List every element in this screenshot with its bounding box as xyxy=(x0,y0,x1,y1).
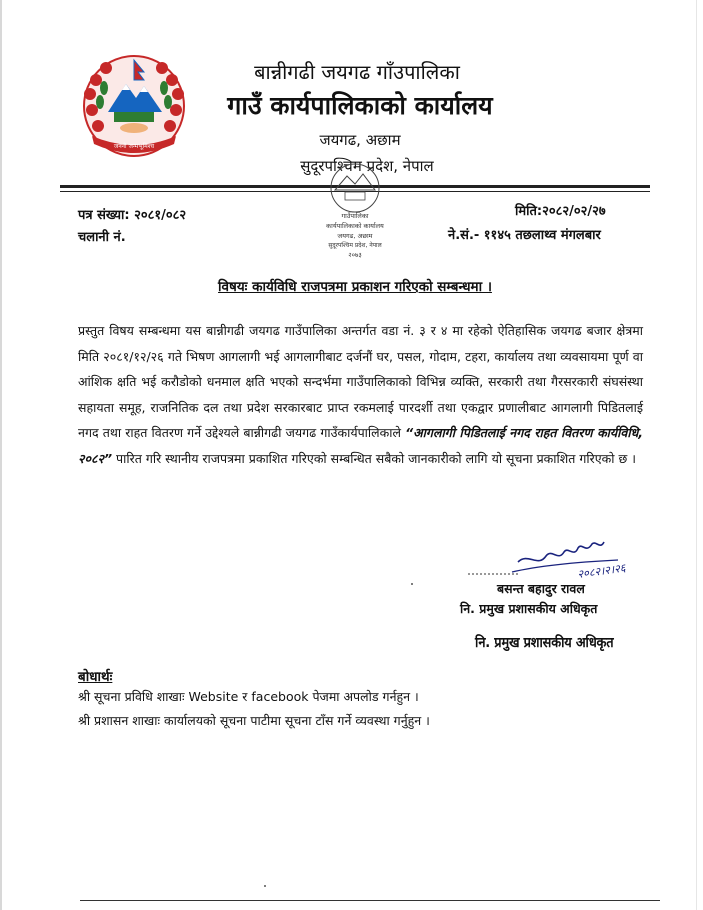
body-procedure-title: “आगलागी पिडितलाई नगद राहत वितरण कार्यविधि, २०८२” xyxy=(78,425,644,466)
office-seal-stamp xyxy=(305,158,405,263)
body-part-2: पारित गरि स्थानीय राजपत्रमा प्रकाशित गरिएको सम्बन्धित सबैको जानकारीको लागि यो सूचना प्रकाशित गरिएको छ । xyxy=(112,450,636,466)
signatory-title: नि. प्रमुख प्रशासकीय अधिकृत xyxy=(460,601,598,616)
seal-line-1: गाउँपालिका xyxy=(341,212,369,220)
footer-rule xyxy=(80,900,660,901)
dispatch-number: चलानी नं. xyxy=(78,230,126,245)
nepal-samvat-date: ने.सं.- ११४५ तछलाथ्व मंगलबार xyxy=(448,228,601,243)
handwritten-signature xyxy=(458,532,668,587)
signatory-name: बसन्त बहादुर रावल xyxy=(497,581,585,596)
body-part-1: प्रस्तुत विषय सम्बन्धमा यस बान्नीगढी जयगढ गाउँपालिका अन्तर्गत वडा नं. ३ र ४ मा रहेको ऐतिहासिक जयगढ बजार क्षेत्रमा मिति २०८१/१२/२६ गते भिषण आगलागी भई आगलागीबाट दर्जनौं घर, पसल, गोदाम, टहरा, कार्यालय तथा व्यवसायमा पूर्ण वा आंशिक क्षति भई करौडोको धनमाल क्षति भएको सन्दर्भमा गाउँपालिकाको विभिन्न व्यक्ति, सरकारी तथा गैरसरकारी संघसंस्था सहायता समूह, राजनितिक दल तथा प्रदेश सरकारबाट प्राप्त रकमलाई पारदर्शी तथा एकद्वार प्रणालीबाट आगलागी पिडितलाई नगद तथा राहत वितरण गर्ने उद्देश्यले बान्नीगढी जयगढ गाउँकार्यपालिकाले xyxy=(78,323,643,440)
copy-to-heading: बोधार्थः xyxy=(78,669,113,685)
page-right-edge xyxy=(696,0,697,910)
copy-to-line-it-section: श्री सूचना प्रविधि शाखाः Website र facebook पेजमा अपलोड गर्नहुन । xyxy=(78,689,419,704)
nepal-government-emblem xyxy=(78,50,190,162)
page-left-edge xyxy=(0,0,2,910)
office-province: सुदूरपश्चिम प्रदेश, नेपाल xyxy=(300,157,434,175)
copy-to-line-admin-section: श्री प्रशासन शाखाः कार्यालयको सूचना पाटीमा सूचना टाँस गर्ने व्यवस्था गर्नुहुन । xyxy=(78,713,430,728)
scan-speck xyxy=(411,583,413,585)
scan-speck xyxy=(264,885,266,887)
office-title: गाउँ कार्यपालिकाको कार्यालय xyxy=(227,91,493,120)
letter-date: मिति:२०८२/०२/२७ xyxy=(515,204,606,219)
seal-line-3: जयगढ, अछाम xyxy=(337,232,373,240)
letter-reference-number: पत्र संख्या: २०८१/०८२ xyxy=(78,208,187,223)
signature-date: २०८२।२।२६ xyxy=(576,561,627,581)
office-location: जयगढ, अछाम xyxy=(319,131,401,149)
municipality-name: बान्नीगढी जयगढ गाँउपालिका xyxy=(254,60,460,84)
seal-line-2: कार्यपालिकाको कार्यालय xyxy=(326,222,384,230)
letter-subject: विषयः कार्यविधि राजपत्रमा प्रकाशन गरिएको सम्बन्धमा । xyxy=(218,279,492,295)
letter-body xyxy=(78,318,643,471)
seal-line-4: सुदूरपश्चिम प्रदेश, नेपाल xyxy=(328,242,382,249)
svg-text:जननी जन्मभूमिश्च: जननी जन्मभूमिश्च xyxy=(113,143,155,150)
signatory-title-stamp: नि. प्रमुख प्रशासकीय अधिकृत xyxy=(475,635,614,651)
seal-line-5: २०७३ xyxy=(348,251,362,259)
